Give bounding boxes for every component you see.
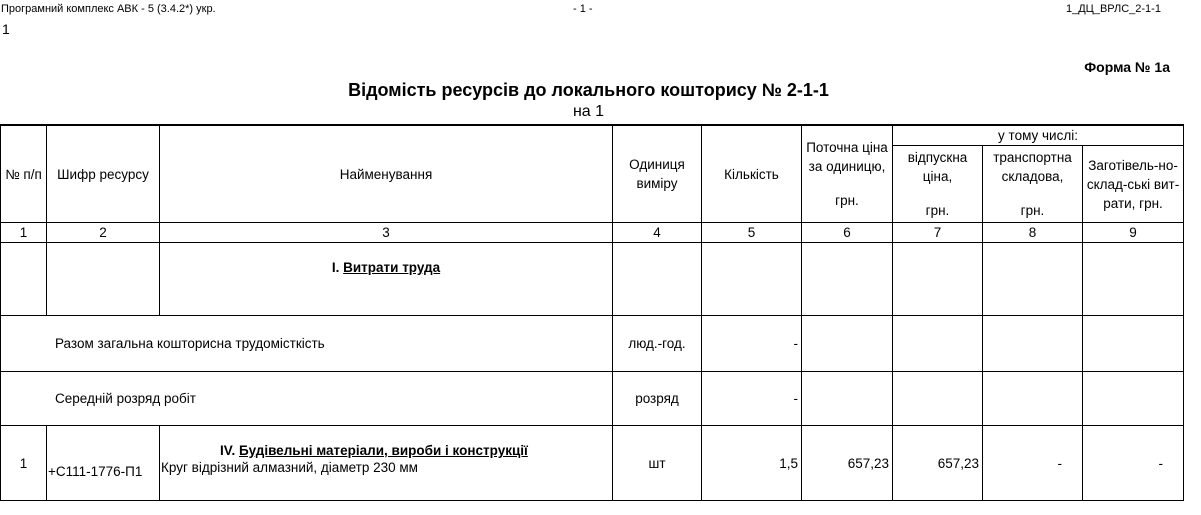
col-header-release-price: відпускна ціна, грн. xyxy=(893,146,983,223)
column-number-row xyxy=(1,223,1184,243)
col-header-including: у тому числі: xyxy=(893,125,1184,146)
header-document-code: 1_ДЦ_ВРЛС_2-1-1 xyxy=(1066,3,1161,15)
col-header-price: Поточна ціна за одиницю, грн. xyxy=(802,125,893,223)
col-header-storage: Заготівель-но-склад-ські вит-рати, грн. xyxy=(1083,146,1184,223)
table-row xyxy=(1,316,1184,372)
col-number: 6 xyxy=(802,223,893,243)
table-row xyxy=(1,426,1184,501)
release-unit-label: грн. xyxy=(925,203,950,218)
table-row xyxy=(1,372,1184,426)
row-unit: люд.-год. xyxy=(613,316,702,372)
row-unit: шт xyxy=(613,426,702,501)
col-number: 4 xyxy=(613,223,702,243)
row-transport: - xyxy=(983,426,1083,501)
document-subtitle: на 1 xyxy=(572,103,605,120)
document-title: Відомість ресурсів до локального кошторису № 2-1-1 xyxy=(348,80,829,100)
col-number: 9 xyxy=(1083,223,1184,243)
row-release-price: 657,23 xyxy=(893,426,983,501)
col-header-transport: транспортна складова, грн. xyxy=(983,146,1083,223)
transport-unit-label: грн. xyxy=(1020,203,1045,218)
col-number: 1 xyxy=(1,223,47,243)
section-row-labor xyxy=(1,243,1184,316)
row-qty: 1,5 xyxy=(702,426,802,501)
resources-table xyxy=(0,124,1184,501)
row-num: 1 xyxy=(1,426,47,501)
row-qty: - xyxy=(702,316,802,372)
header-page-indicator: - 1 - xyxy=(573,3,593,15)
col-header-num: № п/п xyxy=(1,125,47,223)
row-storage: - xyxy=(1083,426,1184,501)
row-code: +С111-1776-П1 xyxy=(47,426,160,501)
row-price: 657,23 xyxy=(802,426,893,501)
form-label: Форма № 1а xyxy=(1084,59,1170,75)
col-number: 8 xyxy=(983,223,1083,243)
col-header-unit: Одиниця виміру xyxy=(613,125,702,223)
col-header-name: Найменування xyxy=(160,125,613,223)
col-number: 7 xyxy=(893,223,983,243)
row-name-cell xyxy=(160,426,613,501)
page-number: 1 xyxy=(2,21,10,37)
col-number: 2 xyxy=(47,223,160,243)
section-title-materials: IV. Будівельні матеріали, вироби і конструкції xyxy=(220,443,528,458)
price-unit-label: грн. xyxy=(835,193,859,208)
header-program-name: Програмний комплекс АВК - 5 (3.4.2*) укр. xyxy=(1,3,216,15)
col-number: 5 xyxy=(702,223,802,243)
row-qty: - xyxy=(702,372,802,426)
section-title-labor: І. Витрати труда xyxy=(160,243,613,316)
col-number: 3 xyxy=(160,223,613,243)
row-unit: розряд xyxy=(613,372,702,426)
row-name: Разом загальна кошторисна трудомісткість xyxy=(1,316,613,372)
row-name: Середній розряд робіт xyxy=(1,372,613,426)
col-header-qty: Кількість xyxy=(702,125,802,223)
col-header-code: Шифр ресурсу xyxy=(47,125,160,223)
row-name: Круг відрізний алмазний, діаметр 230 мм xyxy=(161,460,418,475)
